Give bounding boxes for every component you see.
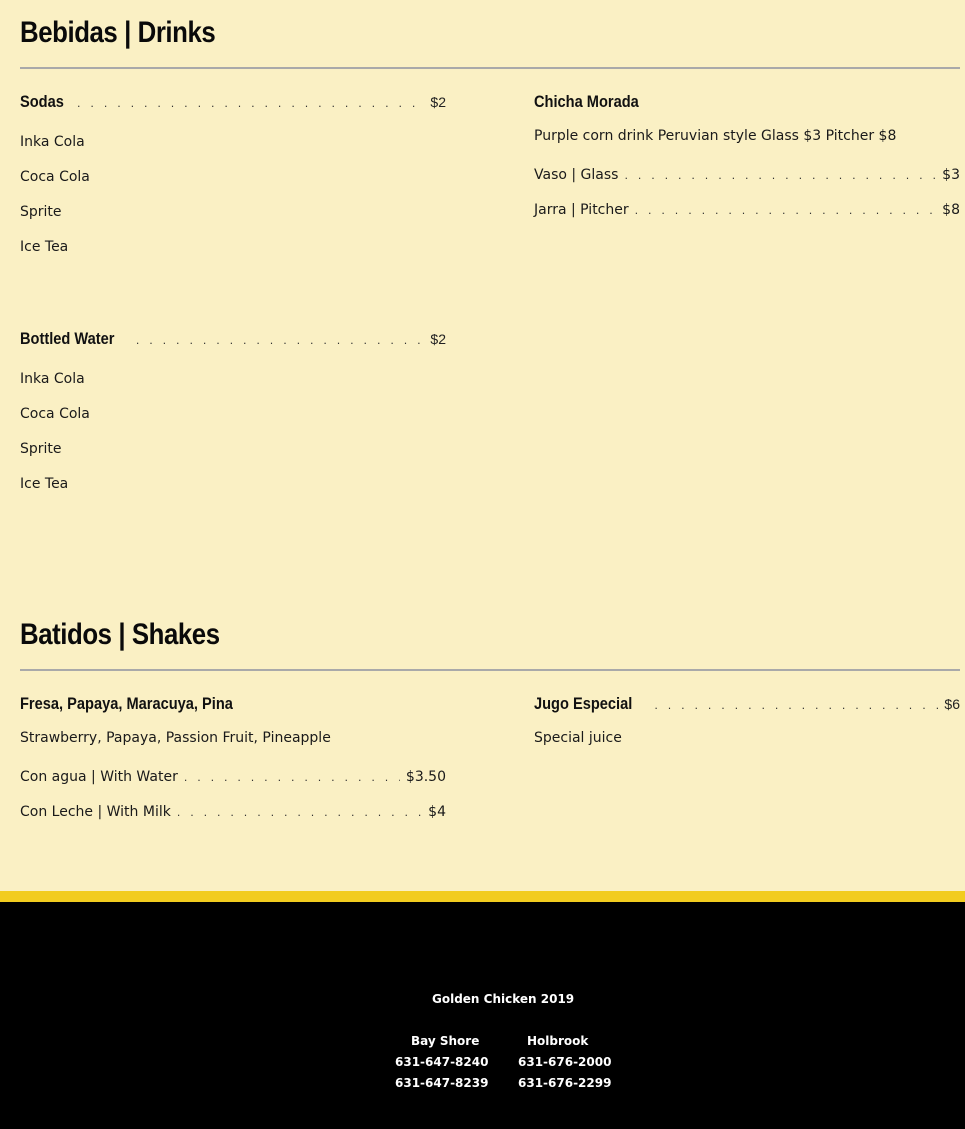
item-description: Special juice [534,730,622,746]
item-name: Sodas [20,92,64,111]
price-option [20,804,446,820]
phone-number: 631-676-2000 [518,1055,612,1069]
list-item: Inka Cola [20,371,85,387]
dot-leader [624,169,936,182]
location-name-holbrook: Holbrook [527,1034,589,1048]
option-label: Vaso | Glass [534,167,619,183]
menu-item-jugo-especial [534,694,960,714]
menu-item-sodas [20,92,446,112]
phone-number: 631-676-2299 [518,1076,612,1090]
footer [0,902,965,1129]
price-option [20,769,446,785]
dot-leader [635,204,937,217]
dot-leader [177,806,422,819]
footer-brand: Golden Chicken 2019 [432,992,575,1006]
item-price: $2 [430,331,446,347]
option-label: Con agua | With Water [20,769,178,785]
item-name: Chicha Morada [534,92,639,111]
option-price: $4 [428,804,446,820]
dot-leader [77,97,424,110]
location-name-bay-shore: Bay Shore [411,1034,480,1048]
list-item: Coca Cola [20,406,90,422]
item-name: Fresa, Papaya, Maracuya, Pina [20,694,233,713]
item-description: Strawberry, Papaya, Passion Fruit, Pineapple [20,730,331,746]
option-price: $8 [942,202,960,218]
section-title-drinks: Bebidas | Drinks [20,16,216,49]
menu-item-fruit-shake [20,694,446,714]
item-price: $2 [430,94,446,110]
item-description: Purple corn drink Peruvian style Glass $3 Pitcher $8 [534,128,897,144]
option-price: $3.50 [405,769,446,785]
section-title-shakes: Batidos | Shakes [20,618,220,651]
dot-leader [184,771,400,784]
list-item: Sprite [20,441,62,457]
item-name: Bottled Water [20,329,115,348]
list-item: Inka Cola [20,134,85,150]
list-item: Ice Tea [20,239,69,255]
list-item: Coca Cola [20,169,90,185]
list-item: Sprite [20,204,62,220]
accent-band [0,891,965,902]
price-option [534,167,960,183]
dot-leader [654,699,938,712]
price-option [534,202,960,218]
list-item: Ice Tea [20,476,69,492]
menu-item-bottled-water [20,329,446,349]
phone-number: 631-647-8240 [395,1055,489,1069]
option-label: Jarra | Pitcher [534,202,629,218]
phone-number: 631-647-8239 [395,1076,489,1090]
section-divider [20,67,960,69]
item-name: Jugo Especial [534,694,633,713]
section-divider [20,669,960,671]
dot-leader [136,334,425,347]
menu-item-chicha-morada [534,92,960,112]
item-price: $6 [944,696,960,712]
option-label: Con Leche | With Milk [20,804,171,820]
option-price: $3 [942,167,960,183]
